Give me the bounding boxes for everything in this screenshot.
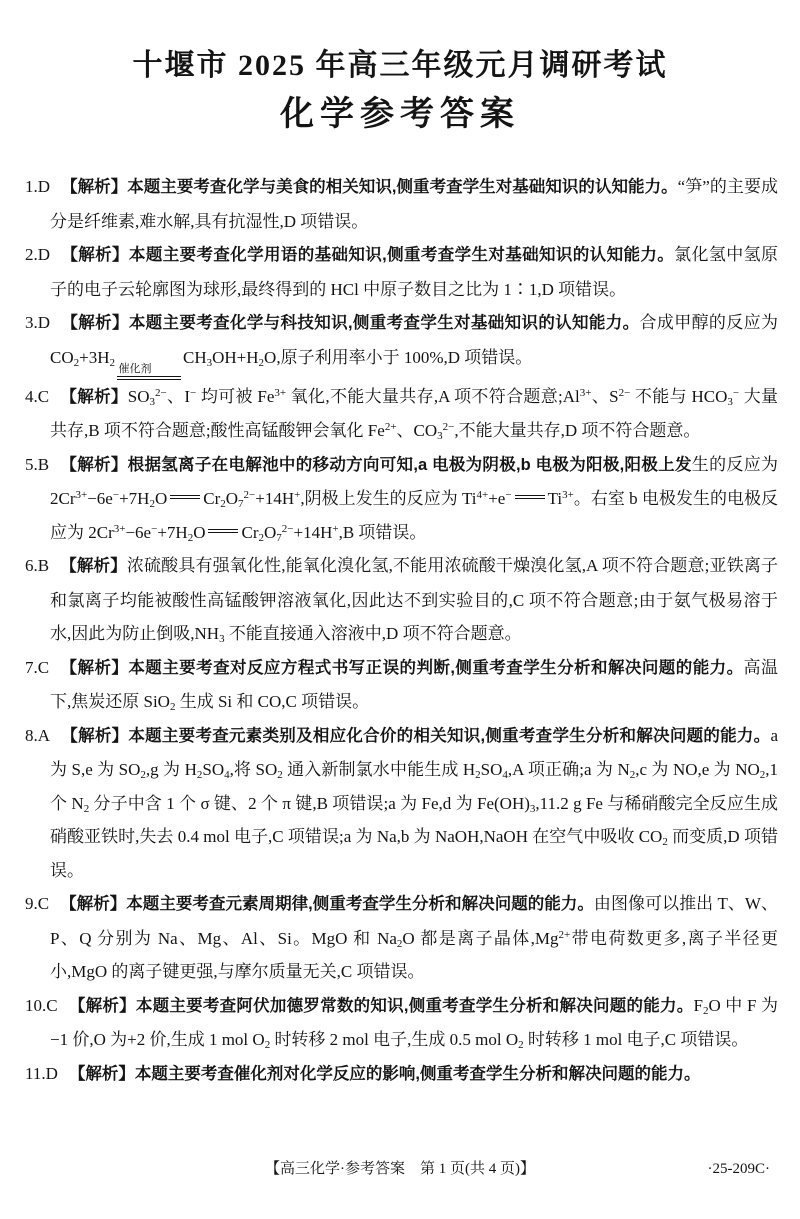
footer-paper-code: ·25-209C· <box>707 1161 770 1177</box>
question-number-and-answer: 1.D <box>25 177 51 196</box>
analysis-label-and-summary: 【解析】本题主要考查化学与美食的相关知识,侧重考查学生对基础知识的认知能力。 <box>61 178 678 196</box>
analysis-label-and-summary: 【解析】本题主要考查催化剂对化学反应的影响,侧重考查学生分析和解决问题的能力。 <box>68 1064 701 1083</box>
analysis-detail: 高温下,焦炭还原 SiO$_2$ 生成 Si 和 CO,C 项错误。 <box>50 657 778 714</box>
analysis-label-and-summary: 【解析】本题主要考查化学用语的基础知识,侧重考查学生对基础知识的认知能力。 <box>61 246 675 264</box>
chemical-equation-equals <box>208 529 238 533</box>
answer-item <box>25 887 778 989</box>
catalyst-over-equals <box>117 363 181 380</box>
answer-list <box>25 170 778 1091</box>
question-number-and-answer: 8.A <box>25 725 51 745</box>
analysis-label-and-summary: 【解析】根据氢离子在电解池中的移动方向可知,a 电极为阴极,b 电极为阳极,阳极上发 <box>60 455 692 474</box>
analysis-detail: $SO_3^{2-}$、I− 均可被 $Fe^{3+}$ 氧化,不能大量共存,A 项不符合题意$;Al^{3+}$、$S^{2-}$ 不能与 $HCO_3^-$ 大量共存,B 项不符合题意;酸性高锰酸钾会氧化 $Fe^{2+}$、$CO_3^{2-}$,不能大量共存,D 项不符合题意。 <box>50 386 779 443</box>
analysis-detail: 合成甲醇的反应为 $CO_2+3H_2$ 催化剂 $CH_3OH+H_2O$,原子利用率小于 100%,D 项错误。 <box>50 313 778 367</box>
answer-item <box>25 549 778 651</box>
analysis-detail: 氯化氢中氢原子的电子云轮廓图为球形,最终得到的 HCl 中原子数目之比为 1∶1,D 项错误。 <box>50 245 778 299</box>
question-number-and-answer: 11.D <box>25 1063 58 1083</box>
question-number-and-answer: 9.C <box>25 894 50 914</box>
page-title: 十堰市 2025 年高三年级元月调研考试 <box>132 49 668 82</box>
answer-item <box>25 651 778 719</box>
chemical-equation-equals <box>170 495 200 499</box>
analysis-detail: a 为 S,e 为 $SO_2,g$ 为 $H_2SO_4$,将 $SO_2$ 通入新制氯水中能生成 $H_2SO_4,A$ 项正确;a 为 $N_2,c$ 为 NO,e 为 $NO_2,1$ 个 $N_2$ 分子中含 1 个 σ 键、2 个 π 键,B 项错误;a 为 Fe,d 为 $Fe(OH)_3,11.2$ g Fe 与稀硝酸完全反应生成硝酸亚铁时,失去 0.4 mol 电子,C 项错误;a 为 Na,b 为 NaOH,NaOH 在空气中吸收 $CO_2$ 而变质,D 项错误。 <box>50 725 779 880</box>
page-footer <box>0 1152 800 1186</box>
answer-item <box>25 719 778 888</box>
analysis-label-and-summary: 【解析】本题主要考查元素周期律,侧重考查学生分析和解决问题的能力。 <box>60 895 594 914</box>
analysis-label-and-summary: 【解析】本题主要考查对反应方程式书写正误的判断,侧重考查学生分析和解决问题的能力。 <box>60 658 744 677</box>
page-subtitle: 化学参考答案 <box>280 95 520 133</box>
answer-item <box>25 448 778 550</box>
analysis-label-and-summary: 【解析】 <box>60 557 127 576</box>
analysis-label-and-summary: 【解析】本题主要考查阿伏加德罗常数的知识,侧重考查学生分析和解决问题的能力。 <box>68 996 694 1015</box>
answer-item <box>25 1057 778 1092</box>
answer-item <box>25 306 778 380</box>
answer-item <box>25 238 778 306</box>
chemical-equation-equals <box>515 495 545 499</box>
question-number-and-answer: 3.D <box>25 313 51 332</box>
answer-item <box>25 380 778 448</box>
page-header <box>0 0 800 137</box>
analysis-label-and-summary: 【解析】本题主要考查化学与科技知识,侧重考查学生对基础知识的认知能力。 <box>61 314 640 332</box>
question-number-and-answer: 10.C <box>25 995 58 1015</box>
analysis-detail: 由图像可以推出 T、W、P、Q 分别为 Na、Mg、Al、Si。MgO 和 $Na_2O$ 都是离子晶体$,Mg^{2+}$带电荷数更多,离子半径更小,MgO 的离子键更强,与摩尔质量无关,C 项错误。 <box>50 894 778 982</box>
question-number-and-answer: 7.C <box>25 657 50 677</box>
catalyst-label: 催化剂 <box>118 362 152 375</box>
answer-item <box>25 989 778 1057</box>
question-number-and-answer: 5.B <box>25 454 50 474</box>
footer-page-info: 【高三化学·参考答案 第 1 页(共 4 页)】 <box>265 1161 535 1177</box>
analysis-label-and-summary: 【解析】 <box>60 387 128 406</box>
analysis-label-and-summary: 【解析】本题主要考查元素类别及相应化合价的相关知识,侧重考查学生分析和解决问题的能力。 <box>61 726 771 745</box>
answer-item <box>25 170 778 238</box>
analysis-detail: $F_2O$ 中 F 为−1 价,O 为+2 价,生成 1 mol $O_2$ 时转移 2 mol 电子,生成 0.5 mol $O_2$ 时转移 1 mol 电子,C 项错误。 <box>50 995 778 1052</box>
analysis-detail: 浓硫酸具有强氧化性,能氧化溴化氢,不能用浓硫酸干燥溴化氢,A 项不符合题意;亚铁离子和氯离子均能被酸性高锰酸钾溶液氧化,因此达不到实验目的,C 项不符合题意;由于氨气极易溶于水,因此为防止倒吸$,NH_3$ 不能直接通入溶液中,D 项不符合题意。 <box>50 556 779 646</box>
question-number-and-answer: 4.C <box>25 386 50 406</box>
question-number-and-answer: 2.D <box>25 245 51 264</box>
equals-rule <box>117 376 181 380</box>
analysis-detail: 生的反应为 $2Cr^{3+}-6e^-+7H_2O$ $Cr_2O_7^{2-}+14H^+$,阴极上发生的反应为 $Ti^{4+}+e^-$ $Ti^{3+}$。右室 b 电极发生的电极反应为 $2Cr^{3+}-6e^-+7H_2O$ $Cr_2O_7^{2-}+14H^+,B$ 项错误。 <box>50 454 778 544</box>
analysis-detail: “笋”的主要成分是纤维素,难水解,具有抗湿性,D 项错误。 <box>50 177 779 231</box>
question-number-and-answer: 6.B <box>25 556 50 576</box>
